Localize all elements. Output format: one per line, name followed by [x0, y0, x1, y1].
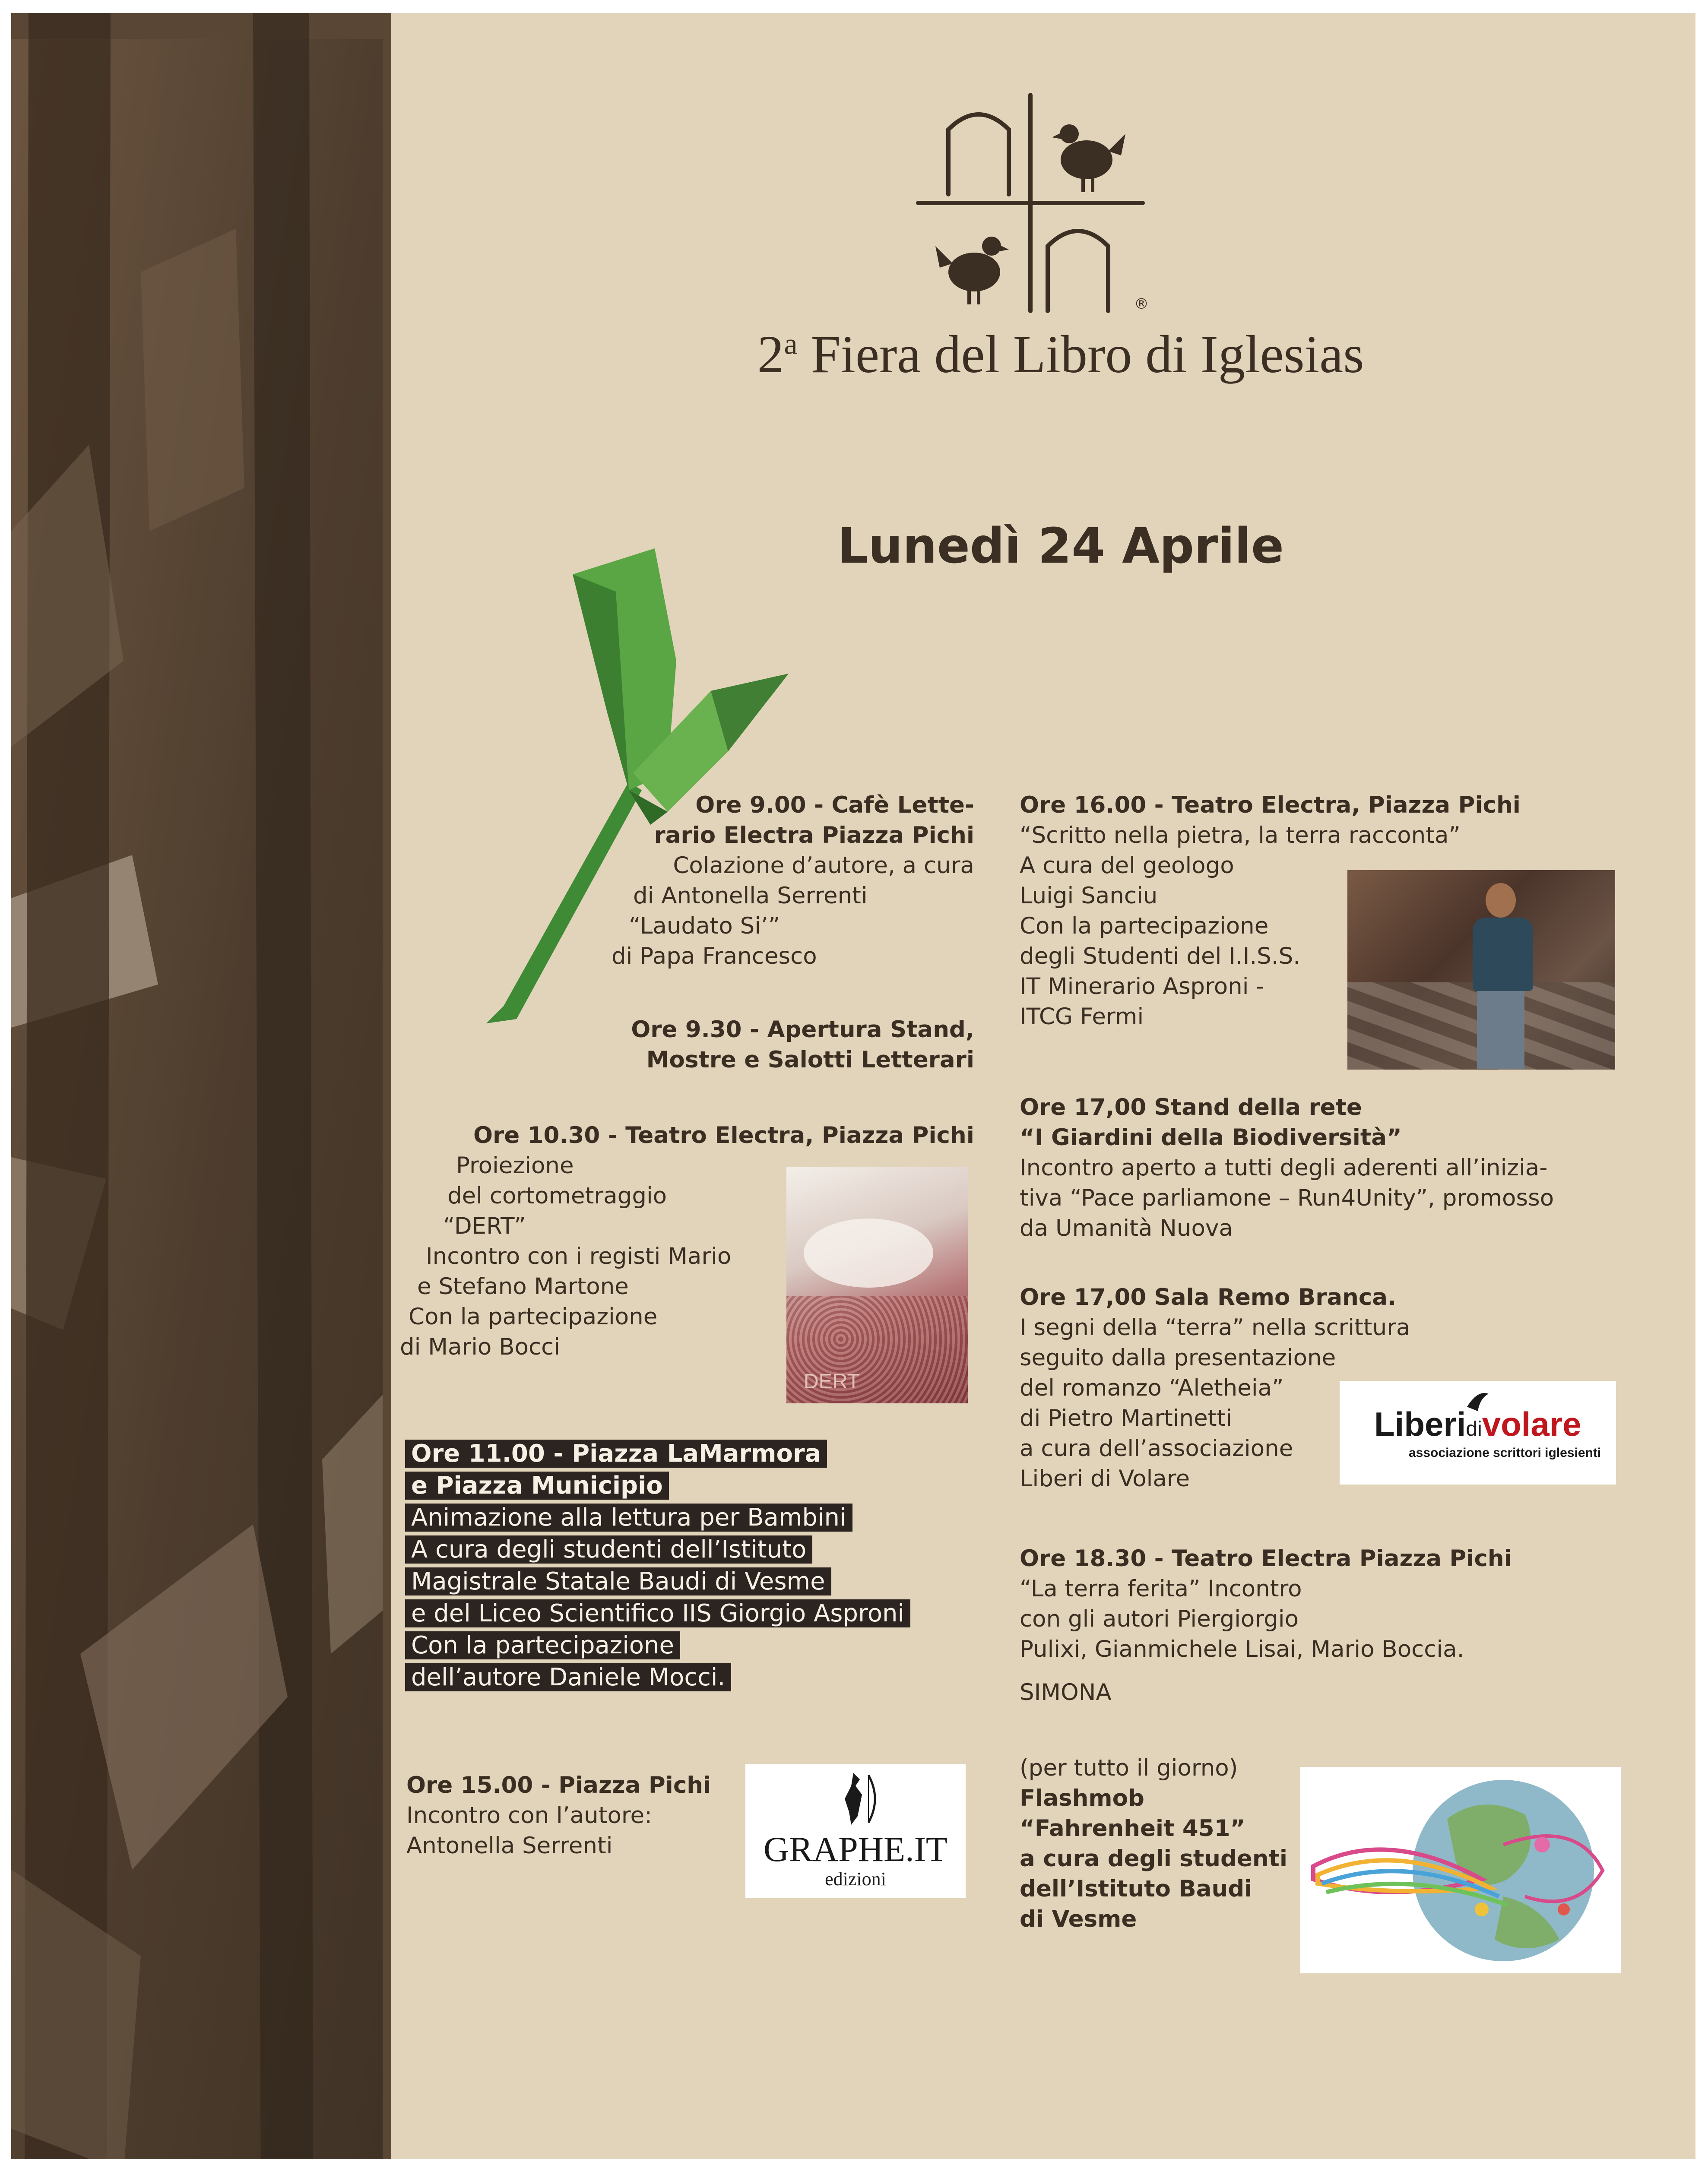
event-1700-sala: Ore 17,00 Sala Remo Branca. I segni della “terra” nella scrittura seguito dalla presentazione del romanzo “Aletheia” di Pietro Martinetti a cura dell’associazione Liberi di Volare	[1020, 1284, 1410, 1492]
graphe-name: GRAPHE.IT	[764, 1830, 947, 1869]
event-0900: Ore 9.00 - Cafè Lette- rario Electra Piazza Pichi Colazione d’autore, a cura	[654, 792, 974, 879]
event-date: Lunedì 24 Aprile	[837, 518, 1284, 574]
event-0930: Ore 9.30 - Apertura Stand, Mostre e Salotti Letterari	[631, 1016, 974, 1073]
geologist-photo	[1347, 870, 1615, 1070]
event-1830: Ore 18.30 - Teatro Electra Piazza Pichi “La terra ferita” Incontro con gli autori Piergiorgio Pulixi, Gianmichele Lisai, Mario Boccia. SIMONA	[1020, 1545, 1512, 1706]
liberi-di-volare-logo: Liberidivolare associazione scrittori iglesienti	[1340, 1381, 1616, 1485]
event-0900-details: di Antonella Serrenti “Laudato Si’” di Papa Francesco	[612, 883, 868, 969]
event-1700-stand: Ore 17,00 Stand della rete “I Giardini della Biodiversità” Incontro aperto a tutti degli aderenti all’inizia- tiva “Pace parliamone – Run4Unity”, promosso da Umanità Nuova	[1020, 1094, 1554, 1241]
dert-poster-image	[786, 1167, 968, 1403]
archer-icon	[827, 1769, 884, 1829]
graphe-sub: edizioni	[825, 1868, 886, 1890]
event-1600: Ore 16.00 - Teatro Electra, Piazza Pichi “Scritto nella pietra, la terra racconta” A cura del geologo Luigi Sanciu Con la partecipazione degli Studenti del I.I.S.S. IT Minerario Asproni - ITCG Fermi	[1020, 792, 1521, 1030]
dert-title: DERT	[804, 1370, 860, 1393]
event-1500: Ore 15.00 - Piazza Pichi Incontro con l’autore: Antonella Serrenti	[406, 1772, 711, 1859]
tree-strip-illustration	[11, 13, 391, 2159]
event-1030: Ore 10.30 - Teatro Electra, Piazza Pichi	[473, 1122, 974, 1149]
svg-text:®: ®	[1134, 295, 1149, 313]
event-1030-details: Proiezione del cortometraggio “DERT” Incontro con i registi Mario e Stefano Martone Con la partecipazione di Mario Bocci	[400, 1152, 732, 1360]
bird-icon	[1465, 1390, 1491, 1415]
event-flashmob: (per tutto il giorno) Flashmob “Fahrenheit 451” a cura degli studenti dell’Istituto Baudi di Vesme	[1020, 1755, 1288, 1932]
poster	[11, 13, 1695, 2159]
fair-title: 2$^a$ Fiera del Libro di Iglesias	[757, 325, 1364, 384]
globe-illustration	[1300, 1767, 1621, 1973]
fair-logo	[909, 86, 1151, 328]
event-1100: Ore 11.00 - Piazza LaMarmora e Piazza Municipio Animazione alla lettura per Bambini A cura degli studenti dell’Istituto Magistrale Statale Baudi di Vesme e del Liceo Scientifico IIS Giorgio Asproni Con la partecipazione dell’autore Daniele Mocci.	[405, 1438, 910, 1694]
graphe-logo	[745, 1764, 966, 1898]
